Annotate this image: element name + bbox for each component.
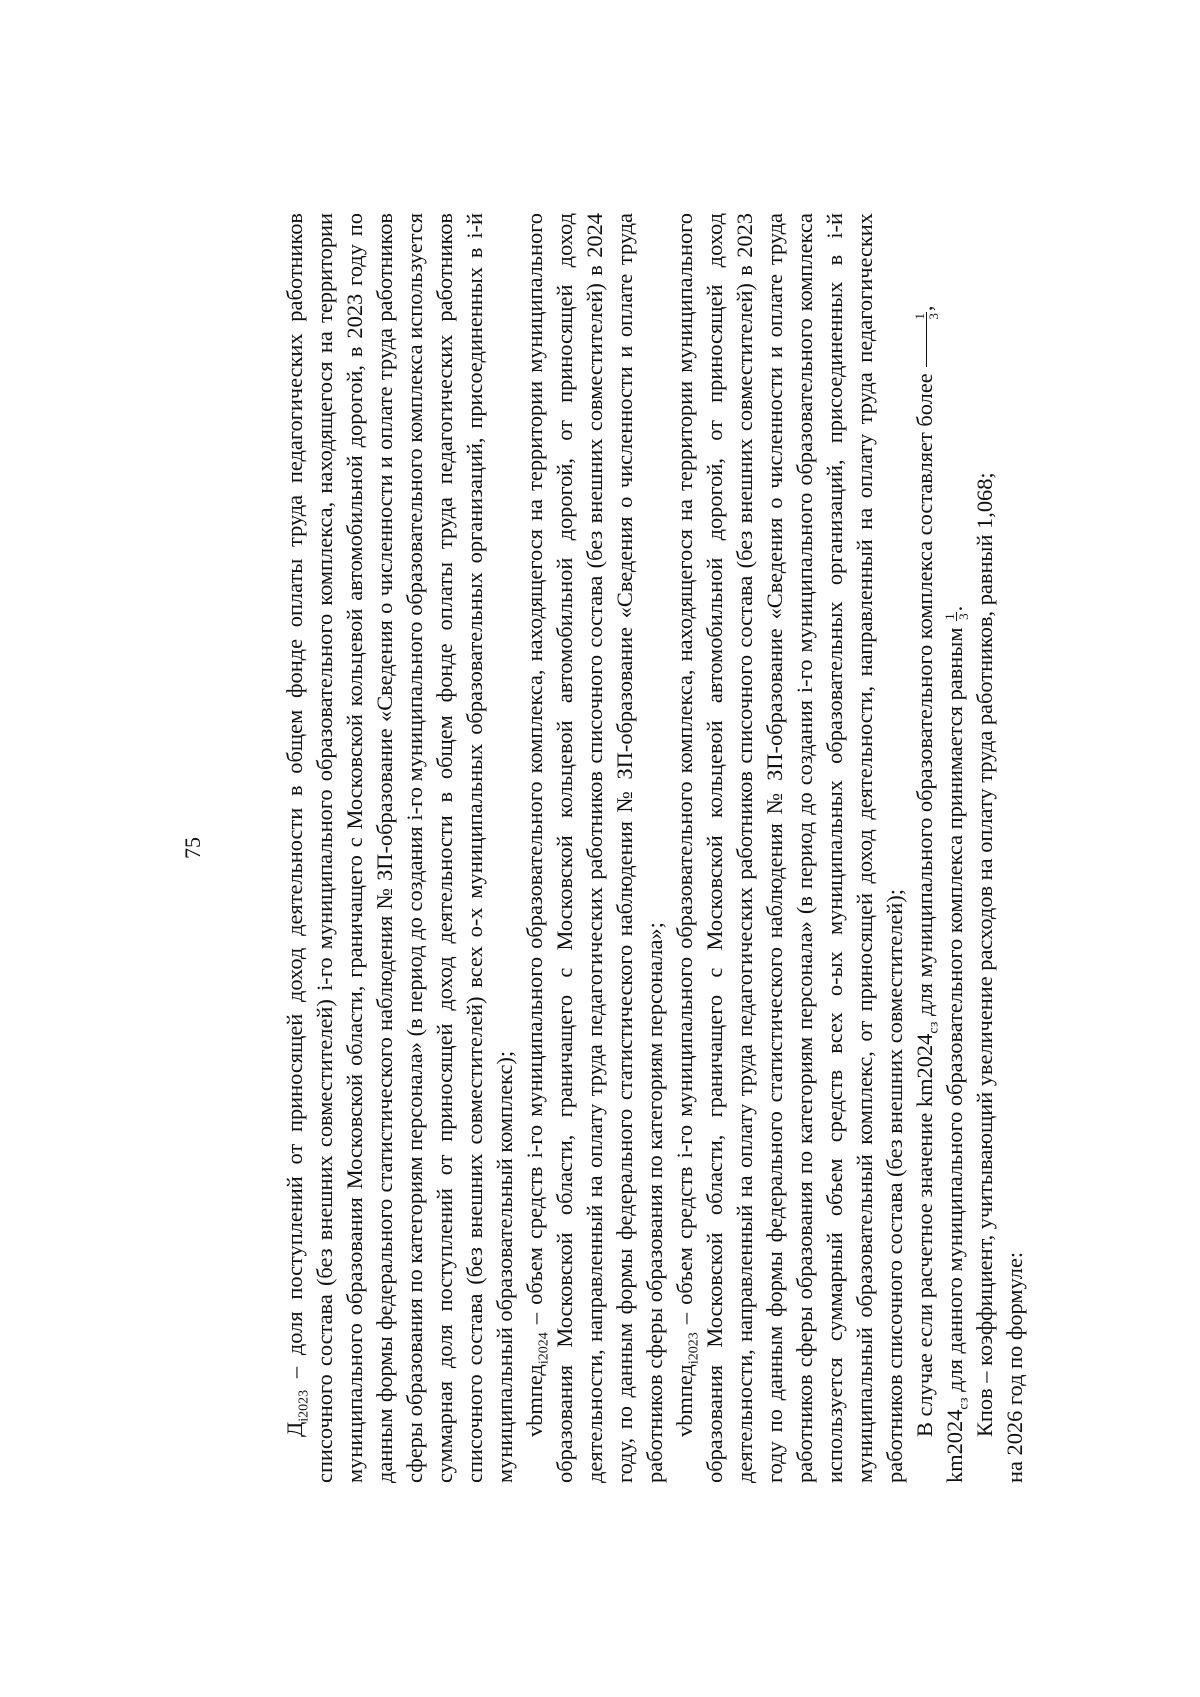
fraction-numerator: 1 bbox=[941, 613, 957, 620]
symbol-vbm-2023-subscript: i2023 bbox=[686, 1332, 702, 1365]
body-text bbox=[280, 213, 1030, 1483]
symbol-d-subscript: i2023 bbox=[296, 1389, 312, 1422]
paragraph-kpov: Кпов – коэффициент, учитывающий увеличение расходов на оплату труда работников, равный 1,068; bbox=[972, 472, 997, 1437]
fraction-numerator: 1 bbox=[913, 312, 927, 367]
km-result-subscript: сз bbox=[956, 1397, 972, 1410]
fraction-one-third bbox=[943, 612, 970, 621]
page-number: 75 bbox=[180, 837, 205, 859]
fraction-denominator: 3 bbox=[925, 313, 941, 320]
paragraph-km-condition bbox=[910, 213, 940, 1483]
rotated-content bbox=[180, 98, 1027, 1598]
km-result-end: . bbox=[942, 605, 967, 612]
paragraph-vbm-2023 bbox=[670, 213, 910, 1483]
km-result-before: km2024 bbox=[942, 1409, 967, 1483]
symbol-d: Д bbox=[282, 1421, 307, 1437]
paragraph-km-result bbox=[940, 213, 970, 1483]
km-condition-before: В случае если расчетное значение km2024 bbox=[912, 1033, 937, 1437]
paragraph-vbm-2024 bbox=[520, 213, 670, 1483]
fraction-denominator: 3 bbox=[955, 613, 971, 620]
symbol-vbm-2024: vbmпед bbox=[522, 1364, 547, 1437]
km-condition-middle: для муниципального образовательного комплекса составляет более bbox=[912, 367, 937, 1022]
km-condition-subscript: сз bbox=[926, 1021, 942, 1034]
km-result-middle: для данного муниципального образовательного комплекса принимается равным bbox=[942, 621, 967, 1398]
symbol-vbm-2024-subscript: i2024 bbox=[536, 1332, 552, 1365]
fraction-one-third bbox=[913, 312, 940, 367]
paragraph-vbm-2023-text: – объем средств i-го муниципального образовательного комплекса, находящегося на территории муниципального образования Московской области, граничащего с Московской кольцевой автомобильной дорогой, от приносящей доход деятельности, направленный на оплату труда педагогических работников списочного состава (без внешних совместителей) в 2023 году по данным формы федерального статистического наблюдения № ЗП-образование «Сведения о численности и оплате труда работников сферы образования по категориям персонала» (в период до создания i-го муниципального образовательного комплекса используется суммарный объем средств всех о-ых муниципальных образовательных организаций, присоединенных в i-й муниципальный образовательный комплекс, от приносящей доход деятельности, направленный на оплату труда педагогических работников списочного состава (без внешних совместителей); bbox=[672, 213, 907, 1483]
paragraph-d-share bbox=[280, 213, 520, 1483]
paragraph-d-text: – доля поступлений от приносящей доход деятельности в общем фонде оплаты труда педагогических работников списочного состава (без внешних совместителей) i-го муниципального образовательного комплекса, находящегося на территории муниципального образования Московской области, граничащего с Московской кольцевой автомобильной дорогой, в 2023 году по данным формы федерального статистического наблюдения № ЗП-образование «Сведения о численности и оплате труда работников сферы образования по категориям персонала» (в период до создания i-го муниципального образовательного комплекса используется суммарная доля поступлений от приносящей доход деятельности в общем фонде оплаты труда педагогических работников списочного состава (без внешних совместителей) всех о-х муниципальных образовательных организаций, присоединенных в i-й муниципальный образовательный комплекс); bbox=[282, 213, 517, 1483]
paragraph-formula-intro: на 2026 год по формуле: bbox=[1002, 1251, 1027, 1483]
symbol-vbm-2023: vbmпед bbox=[672, 1364, 697, 1437]
paragraph-vbm-2024-text: – объем средств i-го муниципального образовательного комплекса, находящегося на территории муниципального образования Московской области, граничащего с Московской кольцевой автомобильной дорогой, от приносящей доход деятельности, направленный на оплату труда педагогических работников списочного состава (без внешних совместителей) в 2024 году, по данным формы федерального статистического наблюдения № ЗП-образование «Сведения о численности и оплате труда работников сферы образования по категориям персонала»; bbox=[522, 213, 667, 1483]
km-condition-end: , bbox=[912, 305, 937, 312]
